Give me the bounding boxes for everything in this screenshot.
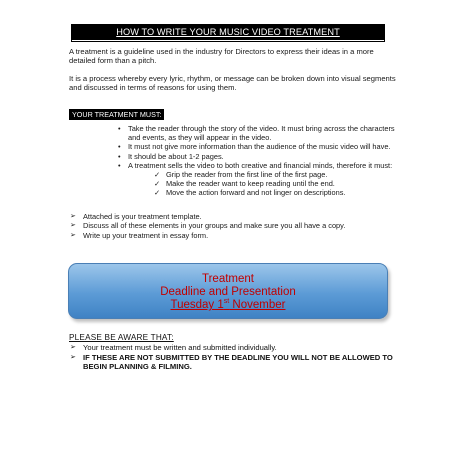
banner-date-day: Tuesday 1 xyxy=(170,299,224,311)
banner-line-2: Deadline and Presentation xyxy=(160,286,296,298)
check-icon: ✓ xyxy=(154,179,161,189)
list-item xyxy=(118,124,404,142)
aware-item-text: IF THESE ARE NOT SUBMITTED BY THE DEADLINE YOU WILL NOT BE ALLOWED TO BEGIN PLANNING & FILMING. xyxy=(83,352,393,372)
bullet-icon: • xyxy=(118,160,121,170)
task-item-text: Attached is your treatment template. xyxy=(83,212,202,221)
check-icon: ✓ xyxy=(154,170,161,180)
list-item xyxy=(118,142,404,151)
task-list xyxy=(69,212,399,240)
check-icon: ✓ xyxy=(154,188,161,198)
arrow-icon: ➢ xyxy=(70,344,76,351)
banner-line-3 xyxy=(69,299,387,312)
list-item-text: A treatment sells the video to both creative and financial minds, therefore it must: xyxy=(128,160,393,170)
arrow-icon: ➢ xyxy=(70,231,76,239)
sub-list-item xyxy=(154,179,404,188)
task-item-text: Write up your treatment in essay form. xyxy=(83,230,209,240)
list-item xyxy=(118,161,404,198)
aware-item xyxy=(69,343,399,353)
intro-paragraph-2: It is a process whereby every lyric, rhythm, or message can be broken down into visual segments and discussed in terms of reasons for using them. xyxy=(69,74,396,93)
bullet-icon: • xyxy=(118,124,121,133)
task-item xyxy=(69,212,399,221)
aware-item-warning xyxy=(69,353,399,372)
section-heading-must: YOUR TREATMENT MUST: xyxy=(69,109,164,120)
task-item xyxy=(69,221,399,230)
arrow-icon: ➢ xyxy=(70,353,76,361)
sub-list-item-text: Make the reader want to keep reading until the end. xyxy=(166,179,335,189)
banner-line-1: Treatment xyxy=(202,273,254,285)
bullet-icon: • xyxy=(118,151,121,161)
intro-paragraph-1: A treatment is a guideline used in the industry for Directors to express their ideas in a more detailed form than a pitch. xyxy=(69,47,374,66)
page-title: HOW TO WRITE YOUR MUSIC VIDEO TREATMENT xyxy=(72,25,384,41)
list-item xyxy=(118,152,404,161)
arrow-icon: ➢ xyxy=(70,213,76,220)
sub-list-item-text: Move the action forward and not linger on descriptions. xyxy=(166,188,346,198)
banner-date-suffix: st xyxy=(223,298,230,306)
sub-list xyxy=(128,170,404,198)
bullet-icon: • xyxy=(118,142,121,152)
must-list xyxy=(118,124,404,198)
task-item-text: Discuss all of these elements in your groups and make sure you all have a copy. xyxy=(83,221,346,231)
sub-list-item xyxy=(154,188,404,197)
aware-item-text: Your treatment must be written and submitted individually. xyxy=(83,343,277,352)
title-banner xyxy=(72,25,384,41)
section-heading-aware: PLEASE BE AWARE THAT: xyxy=(69,333,174,342)
list-item-text: Take the reader through the story of the video. It must bring across the characters and events, as they will appear in the video. xyxy=(128,124,395,143)
sub-list-item xyxy=(154,170,404,179)
task-item xyxy=(69,231,399,240)
sub-list-item-text: Grip the reader from the first line of the first page. xyxy=(166,170,328,180)
list-item-text: It should be about 1-2 pages. xyxy=(128,151,224,161)
arrow-icon: ➢ xyxy=(70,222,76,230)
list-item-text: It must not give more information than the audience of the music video will have. xyxy=(128,142,391,152)
aware-list xyxy=(69,343,399,372)
banner-date-month: November xyxy=(229,299,286,311)
deadline-banner xyxy=(68,263,388,319)
